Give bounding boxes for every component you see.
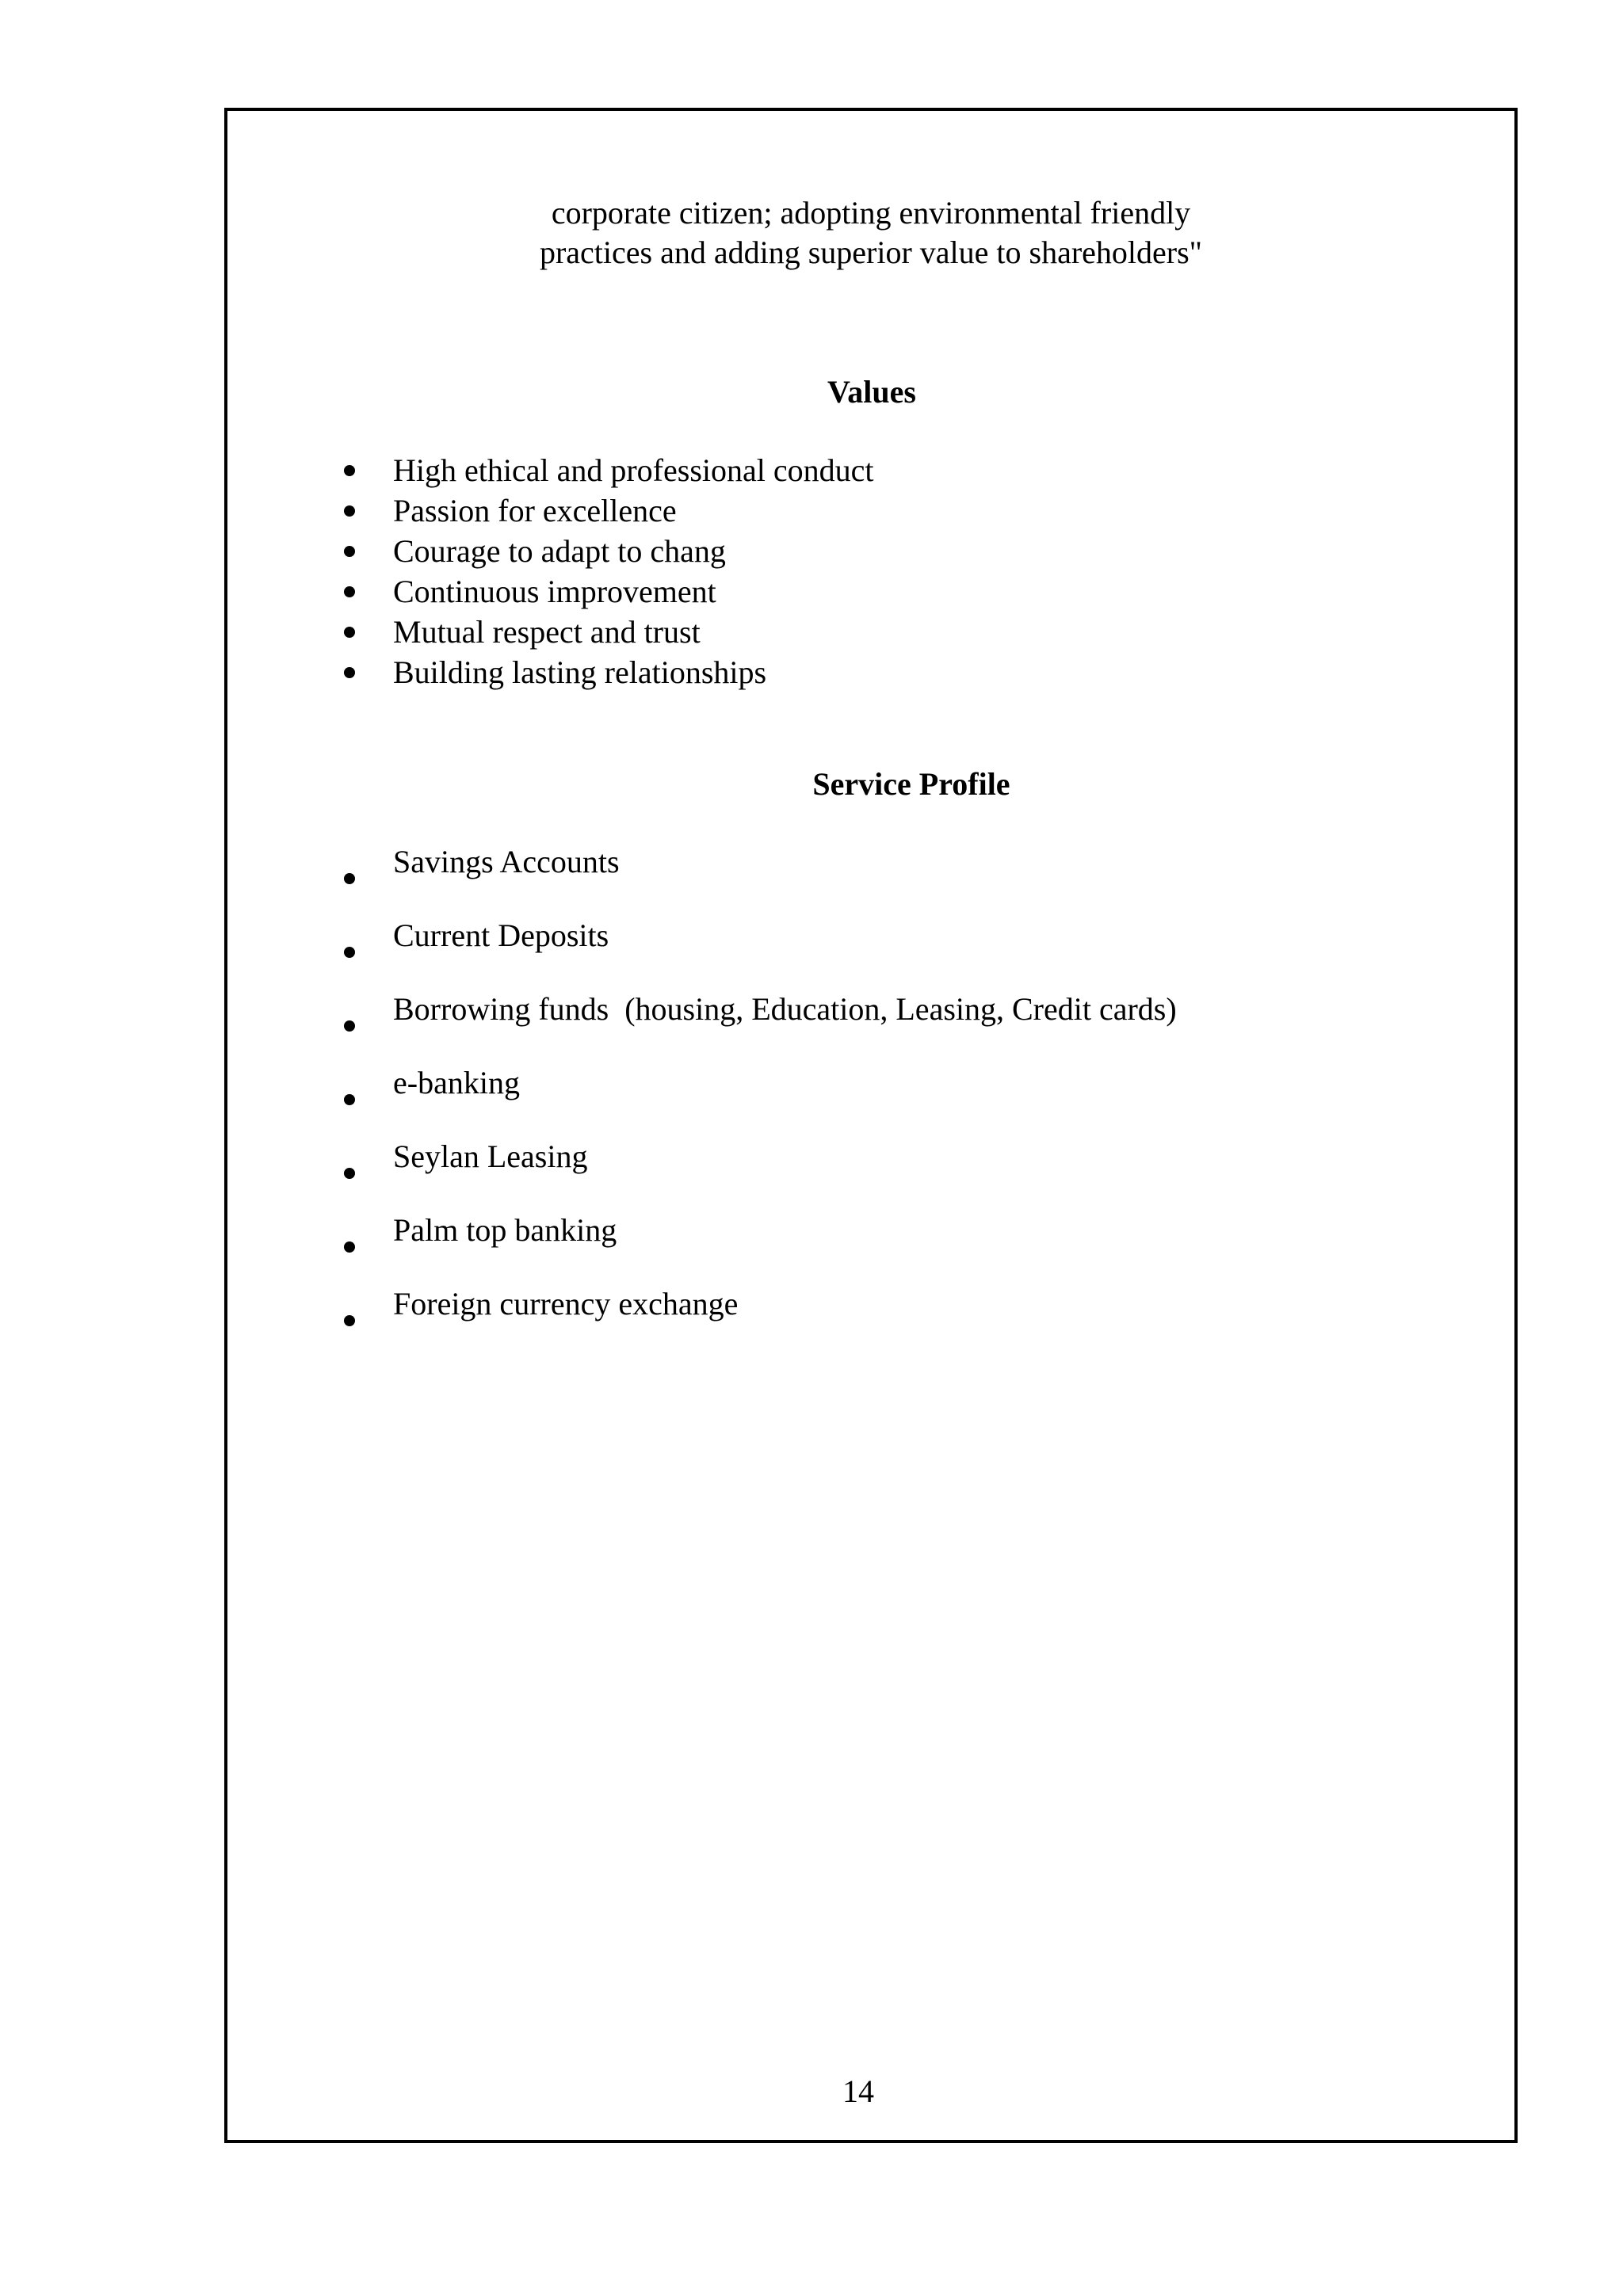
intro-line: practices and adding superior value to shareholders" (539, 235, 1203, 270)
list-item-label: Continuous improvement (393, 574, 716, 609)
bullet-icon (344, 1241, 355, 1253)
bullet-icon (344, 505, 355, 517)
bullet-icon (344, 465, 355, 476)
list-item (342, 989, 1177, 1062)
list-item (342, 531, 873, 571)
values-list (342, 450, 873, 692)
list-item (342, 612, 873, 652)
list-item-label: e-banking (393, 1065, 520, 1100)
bullet-icon (344, 546, 355, 557)
list-item (342, 1136, 1177, 1210)
bullet-icon (344, 1315, 355, 1326)
bullet-icon (344, 586, 355, 597)
intro-line: corporate citizen; adopting environmental friendly (551, 195, 1191, 231)
list-item-label: Mutual respect and trust (393, 614, 701, 650)
list-item (342, 841, 1177, 915)
list-item-label: Building lasting relationships (393, 654, 767, 690)
list-item (342, 652, 873, 692)
list-item-label: Current Deposits (393, 917, 609, 953)
bullet-icon (344, 873, 355, 884)
list-item-label: Foreign currency exchange (393, 1286, 739, 1322)
list-item (342, 1210, 1177, 1283)
list-item (342, 1283, 1177, 1357)
service-profile-heading: Service Profile (812, 766, 1010, 802)
bullet-icon (344, 1168, 355, 1179)
list-item (342, 490, 873, 531)
list-item (342, 571, 873, 612)
values-heading: Values (827, 374, 916, 410)
bullet-icon (344, 947, 355, 958)
list-item-label: High ethical and professional conduct (393, 452, 874, 488)
list-item-label: Borrowing funds (housing, Education, Leasing, Credit cards) (393, 991, 1177, 1027)
page-number: 14 (842, 2073, 874, 2109)
list-item-label: Palm top banking (393, 1212, 617, 1248)
intro-paragraph (224, 193, 1518, 273)
bullet-icon (344, 1094, 355, 1105)
bullet-icon (344, 627, 355, 638)
list-item-label: Savings Accounts (393, 844, 620, 879)
list-item (342, 915, 1177, 989)
list-item-label: Passion for excellence (393, 493, 677, 528)
list-item-label: Seylan Leasing (393, 1138, 588, 1174)
list-item (342, 450, 873, 490)
list-item (342, 1062, 1177, 1136)
bullet-icon (344, 667, 355, 678)
service-profile-list (342, 841, 1177, 1357)
bullet-icon (344, 1020, 355, 1032)
list-item-label: Courage to adapt to chang (393, 533, 726, 569)
